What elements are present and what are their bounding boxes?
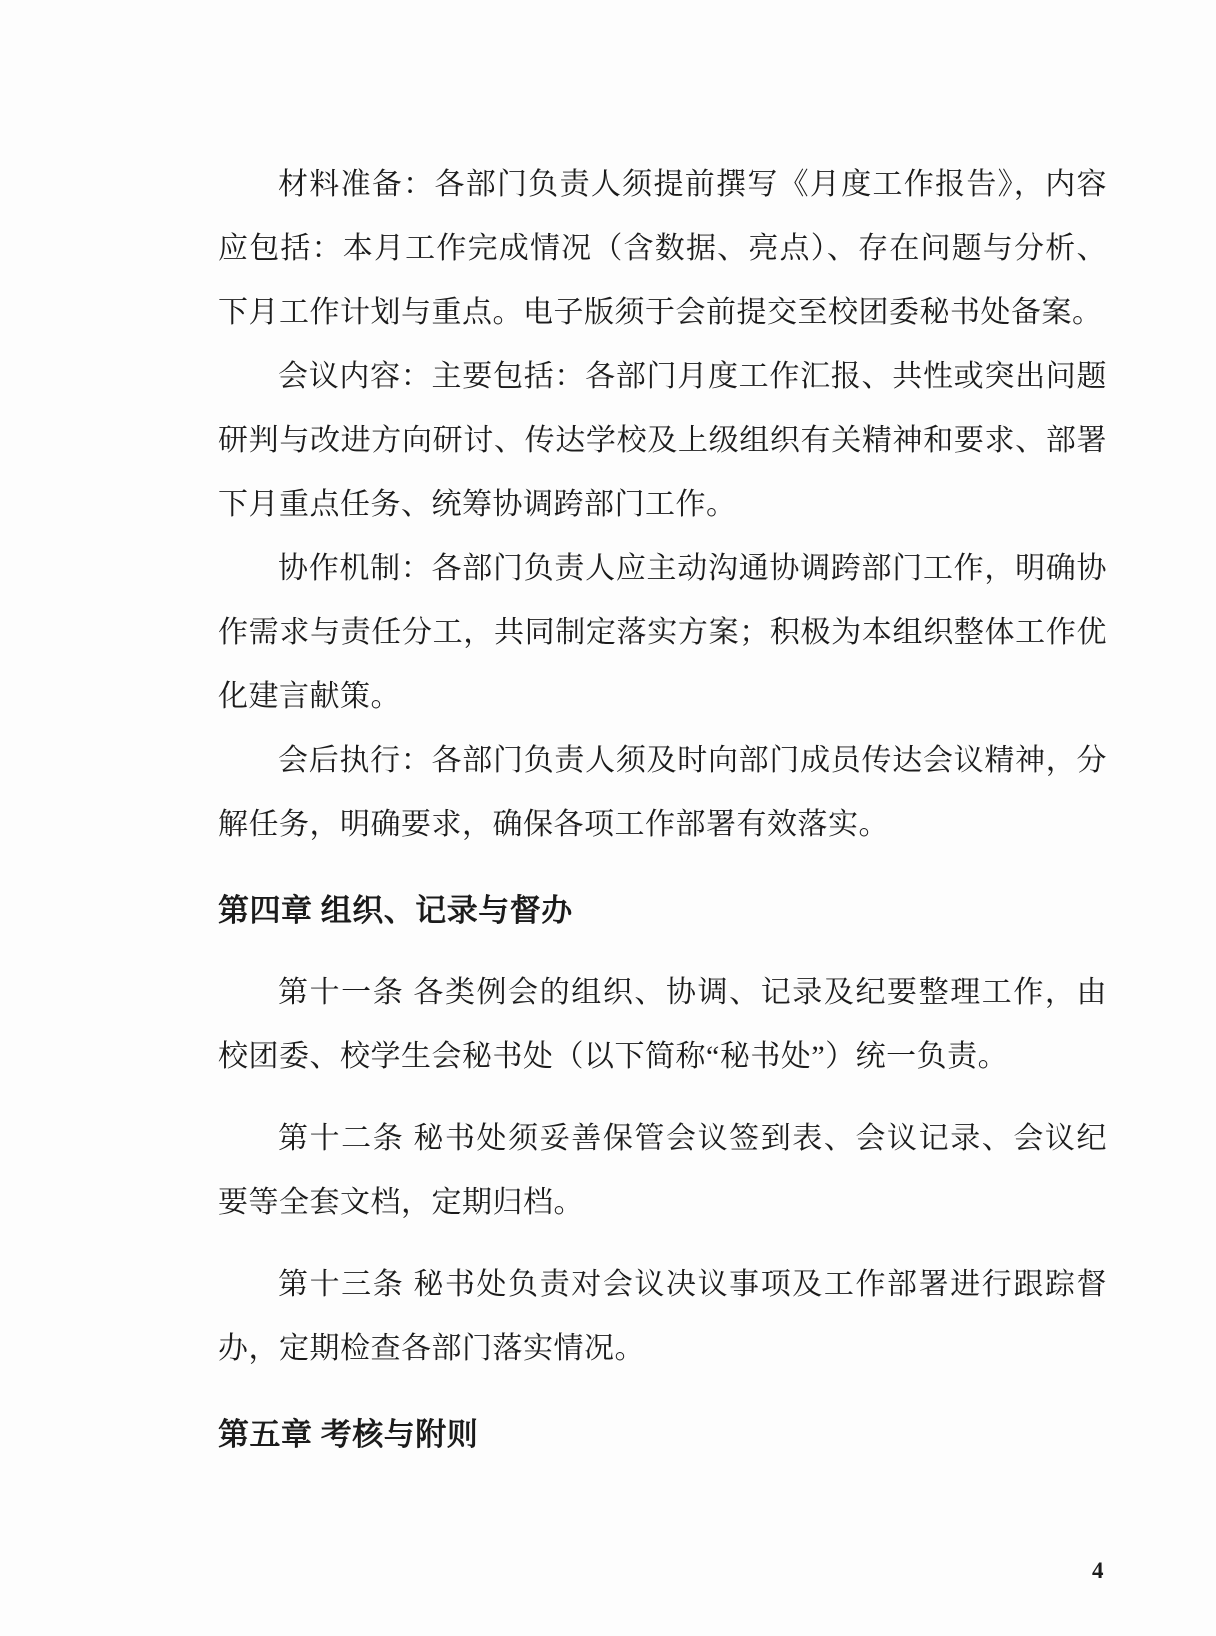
paragraph-meeting-content: 会议内容：主要包括：各部门月度工作汇报、共性或突出问题研判与改进方向研讨、传达学校及上级组织有关精神和要求、部署下月重点任务、统筹协调跨部门工作。 (218, 360, 1107, 521)
paragraph-collaboration-mechanism: 协作机制：各部门负责人应主动沟通协调跨部门工作，明确协作需求与责任分工，共同制定落实方案；积极为本组织整体工作优化建言献策。 (218, 552, 1107, 713)
article-13: 第十三条 秘书处负责对会议决议事项及工作部署进行跟踪督办，定期检查各部门落实情况。 (218, 1268, 1107, 1365)
document-body (218, 153, 1107, 1467)
chapter-5-heading: 第五章 考核与附则 (218, 1417, 479, 1452)
page-number: 4 (1092, 1558, 1104, 1583)
article-11: 第十一条 各类例会的组织、协调、记录及纪要整理工作，由校团委、校学生会秘书处（以下简称“秘书处”）统一负责。 (218, 976, 1107, 1073)
paragraph-material-preparation: 材料准备：各部门负责人须提前撰写《月度工作报告》，内容应包括：本月工作完成情况（含数据、亮点）、存在问题与分析、下月工作计划与重点。电子版须于会前提交至校团委秘书处备案。 (218, 168, 1107, 329)
chapter-4-heading: 第四章 组织、记录与督办 (218, 893, 573, 928)
article-12: 第十二条 秘书处须妥善保管会议签到表、会议记录、会议纪要等全套文档，定期归档。 (218, 1122, 1107, 1219)
paragraph-post-meeting-execution: 会后执行：各部门负责人须及时向部门成员传达会议精神，分解任务，明确要求，确保各项工作部署有效落实。 (218, 744, 1107, 841)
